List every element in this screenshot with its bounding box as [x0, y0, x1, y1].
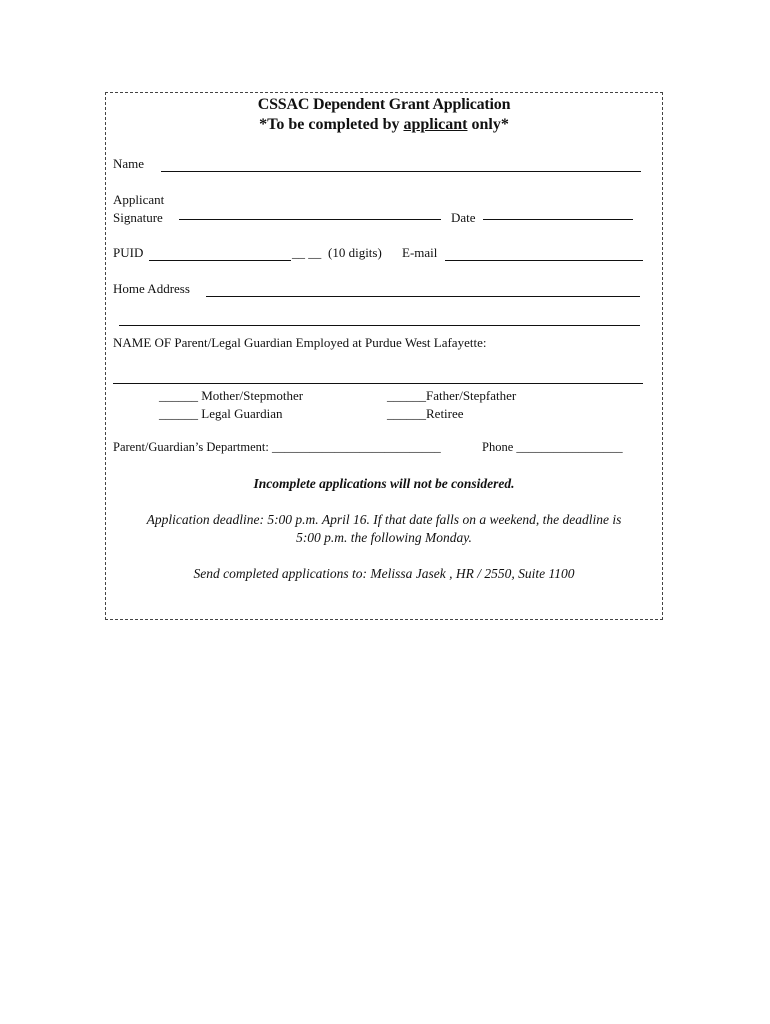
option-legal-blank: ______ — [159, 406, 198, 421]
home-address-field[interactable] — [206, 296, 640, 297]
subtitle-pre: *To be completed by — [259, 116, 404, 133]
option-father[interactable] — [387, 388, 516, 404]
subtitle-post: only* — [467, 116, 509, 133]
puid-hint: (10 digits) — [328, 245, 382, 260]
option-retiree-blank: ______ — [387, 406, 426, 421]
applicant-label: Applicant — [113, 192, 165, 207]
guardian-question: NAME OF Parent/Legal Guardian Employed at Purdue West Lafayette: — [113, 335, 487, 350]
form-subtitle — [106, 116, 662, 134]
signature-field[interactable] — [179, 219, 441, 220]
signature-label: Signature — [113, 210, 163, 225]
name-field[interactable] — [161, 171, 641, 172]
guardian-name-field[interactable] — [113, 383, 643, 384]
option-retiree-label: Retiree — [426, 406, 464, 421]
grant-application-form — [105, 92, 663, 620]
name-label: Name — [113, 156, 145, 171]
option-legal-label: Legal Guardian — [198, 406, 283, 421]
send-to-notice: Send completed applications to: Melissa Jasek , HR / 2550, Suite 1100 — [193, 566, 575, 581]
form-title: CSSAC Dependent Grant Application — [257, 96, 511, 113]
subtitle-underlined: applicant — [403, 116, 468, 133]
email-field[interactable] — [445, 260, 643, 261]
option-mother-blank: ______ — [159, 388, 198, 403]
option-father-blank: ______ — [387, 388, 426, 403]
date-label: Date — [451, 210, 476, 225]
puid-field[interactable] — [149, 260, 291, 261]
option-father-label: Father/Stepfather — [426, 388, 517, 403]
deadline-line-1: Application deadline: 5:00 p.m. April 16. If that date falls on a weekend, the deadline is — [146, 512, 622, 527]
puid-label: PUID — [113, 245, 144, 260]
option-retiree[interactable] — [387, 406, 464, 422]
option-mother-label: Mother/Stepmother — [198, 388, 304, 403]
puid-blanks: __ __ — [292, 245, 322, 260]
incomplete-notice: Incomplete applications will not be considered. — [253, 476, 515, 491]
home-address-field-line2[interactable] — [119, 325, 640, 326]
option-legal-guardian[interactable] — [159, 406, 282, 422]
home-address-label: Home Address — [113, 281, 190, 296]
deadline-line-2: 5:00 p.m. the following Monday. — [296, 530, 472, 545]
department-field[interactable]: Parent/Guardian’s Department: ___________________________ — [113, 440, 441, 454]
date-field[interactable] — [483, 219, 633, 220]
option-mother[interactable] — [159, 388, 303, 404]
email-label: E-mail — [402, 245, 438, 260]
phone-field[interactable]: Phone _________________ — [482, 440, 623, 454]
